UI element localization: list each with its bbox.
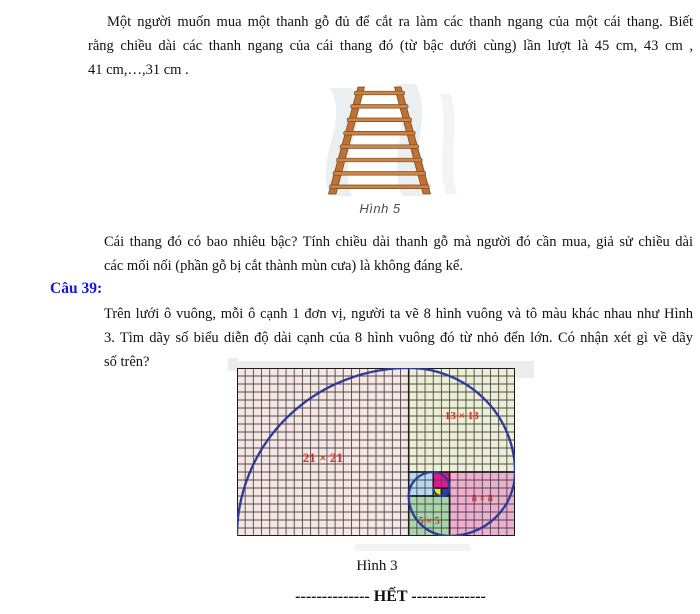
ladder-rung	[347, 118, 411, 122]
text-line: 41 cm,…,31 cm .	[88, 62, 189, 78]
watermark-shape	[440, 94, 457, 194]
ladder-svg	[300, 84, 460, 199]
text-line: Cái thang đó có bao nhiêu bậc? Tính chiều dài thanh gỗ mà người đó cần mua, giả sử chiều dài	[104, 234, 693, 250]
question-39-label: Câu 39:	[50, 280, 103, 297]
problem-question-paragraph	[104, 230, 693, 278]
ladder-rung	[333, 172, 426, 176]
ladder-rung	[354, 91, 404, 95]
square-size-label: 8 × 8	[471, 493, 493, 505]
ladder-rung	[337, 158, 423, 162]
fibonacci-grid	[237, 368, 515, 536]
ladder-rung	[340, 145, 419, 149]
square-size-label: 21 × 21	[302, 450, 343, 466]
scan-artifact-band	[237, 361, 533, 368]
text-line: số trên?	[104, 354, 150, 370]
text-line: các mối nối (phần gỗ bị cắt thành mùn cưa) là không đáng kể.	[104, 258, 463, 274]
end-marker: -------------- HẾT --------------	[295, 588, 486, 605]
text-line: Một người muốn mua một thanh gỗ đủ để cắt ra làm các thanh ngang của một cái thang. Biết	[107, 14, 693, 30]
ladder-rung	[344, 131, 416, 135]
scan-artifact-corner	[513, 361, 534, 378]
figure-5-caption: Hình 5	[359, 201, 401, 216]
square-size-label: 13 × 13	[444, 410, 479, 422]
figure-3	[222, 358, 538, 552]
square-size-label: 5 × 5	[418, 516, 440, 528]
scan-artifact-bottom	[355, 544, 470, 551]
text-line: 3. Tìm dãy số biểu diễn độ dài cạnh của 8 hình vuông đó từ nhỏ đến lớn. Có nhận xét gì về dãy	[104, 330, 693, 346]
problem-intro-paragraph	[88, 10, 693, 82]
ladder-illustration	[280, 84, 480, 199]
text-line: Trên lưới ô vuông, mỗi ô cạnh 1 đơn vị, người ta vẽ 8 hình vuông và tô màu khác nhau như Hình	[104, 306, 693, 322]
fibonacci-svg	[237, 368, 515, 536]
text-line: rằng chiều dài các thanh ngang của cái thang đó (từ bậc dưới cùng) lần lượt là 45 cm, 43 cm ,	[88, 38, 693, 54]
ladder-rung	[351, 105, 408, 109]
figure-5	[280, 84, 480, 216]
ladder-rung	[330, 185, 430, 189]
figure-3-caption: Hình 3	[356, 558, 398, 574]
